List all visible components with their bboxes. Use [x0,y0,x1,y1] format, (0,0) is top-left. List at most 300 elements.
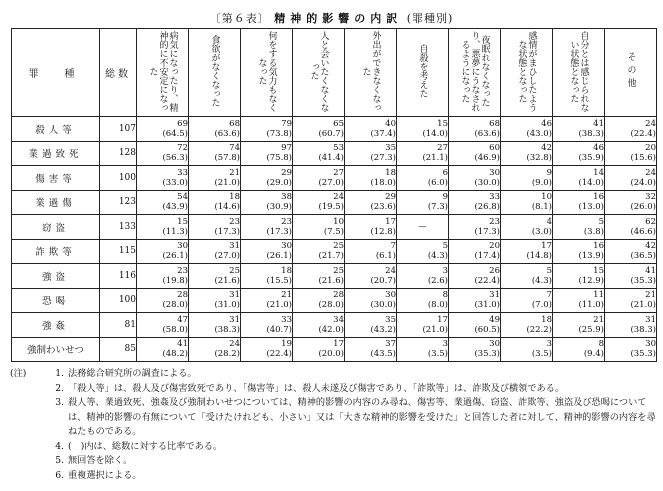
cell-count: 23 [281,216,292,227]
cell-percent: (25.9) [578,324,604,335]
cell-count: 30 [489,167,500,178]
cell-percent: (58.0) [162,324,188,335]
cell-percent: (41.4) [318,153,344,164]
cell-percent: (18.0) [370,177,396,188]
cell-count: 49 [489,314,500,325]
cell-percent: (46.6) [630,226,656,237]
cell-percent: (38.3) [630,324,656,335]
cell-count: 41 [177,339,188,350]
cell-count: 33 [489,192,500,203]
cell-percent: (28.0) [162,300,188,311]
cell-percent: (4.3) [531,275,552,286]
data-cell [345,264,397,289]
data-cell [293,190,345,215]
cell-count: 24 [333,192,344,203]
note-item: 5. 無回答を除く。 [55,455,133,466]
cell-percent: (15.6) [630,153,656,164]
data-cell [241,313,293,338]
cell-percent: (31.0) [214,300,240,311]
data-table [11,28,657,362]
cell-percent: (26.0) [630,202,656,213]
note-item: 3. 殺人等、業過致死、強姦及び強制わいせつについては、精神的影響の内容のみ尋ね、傷害等、業過傷、窃盗、詐欺等、強盗及び恐喝については、精神的影響の有無について「受けたけれども、小さい」又は「大きな精神的影響を受けた」と回答した者に対して、精神的影響の内容を尋ねたものである。 [55,397,656,437]
data-cell [397,190,449,215]
cell-percent: (43.5) [370,349,396,360]
cell-count: 72 [177,143,188,154]
cell-count: 31 [645,314,656,325]
data-cell [241,288,293,313]
cell-percent: (43.2) [370,324,396,335]
data-cell [501,166,553,191]
header-col-7: 感情がまひしたような状態となった [501,29,553,117]
data-cell [189,288,241,313]
cell-count: 74 [229,143,240,154]
cell-percent: (56.3) [162,153,188,164]
cell-percent: (43.9) [162,202,188,213]
data-cell [345,239,397,264]
notes-label: (注) [10,368,27,379]
cell-count: 8 [442,290,448,301]
cell-percent: (31.0) [474,300,500,311]
data-cell [397,239,449,264]
cell-count: 42 [645,241,656,252]
cell-percent: (21.0) [266,300,292,311]
cell-count: 35 [385,314,396,325]
data-cell [449,190,501,215]
data-cell [137,313,189,338]
cell-percent: (20.7) [370,275,396,286]
cell-percent: (30.0) [474,177,500,188]
cell-count: 16 [593,192,604,203]
cell-percent: (21.0) [422,324,448,335]
cell-count: 10 [333,216,344,227]
data-cell [397,288,449,313]
cell-count: 65 [333,118,344,129]
data-cell [501,337,553,362]
data-cell [293,264,345,289]
data-cell [137,190,189,215]
note-item: 6. 重複選択による。 [55,469,142,481]
cell-count: 27 [333,167,344,178]
cell-count: — [418,221,427,232]
data-cell [241,190,293,215]
table-label: 精神的影響の内訳 [274,12,403,25]
data-cell [241,117,293,142]
row-crime-name: 強制わいせつ [12,337,100,362]
cell-percent: (27.0) [214,251,240,262]
cell-percent: (6.1) [375,251,396,262]
cell-count: 24 [645,167,656,178]
cell-count: 20 [489,241,500,252]
cell-count: 14 [593,167,604,178]
cell-count: 31 [229,314,240,325]
data-cell [189,215,241,240]
cell-count: 41 [593,118,604,129]
cell-count: 30 [177,241,188,252]
header-crime: 罪 種 [12,29,100,117]
cell-percent: (13.9) [578,251,604,262]
cell-count: 15 [177,216,188,227]
cell-count: 33 [177,167,188,178]
data-cell [345,166,397,191]
data-cell [553,215,605,240]
header-col-0: 病気になったり、精神的に不安定になった [137,29,189,117]
cell-count: 68 [489,118,500,129]
notes [10,367,658,483]
cell-percent: (22.2) [526,324,552,335]
data-cell [345,215,397,240]
cell-count: 7 [390,241,396,252]
data-cell [189,190,241,215]
data-cell [553,190,605,215]
cell-count: 17 [437,314,448,325]
data-cell [189,166,241,191]
row-total: 133 [100,215,137,240]
row-crime-name: 業過傷 [12,190,100,215]
cell-count: 21 [281,290,292,301]
data-cell [137,166,189,191]
data-cell [293,239,345,264]
cell-percent: (35.3) [474,349,500,360]
data-cell [553,264,605,289]
cell-percent: (28.0) [318,300,344,311]
data-cell [501,288,553,313]
cell-percent: (11.0) [578,300,604,311]
cell-percent: (9.4) [583,349,604,360]
data-cell [397,166,449,191]
data-cell [605,288,657,313]
cell-count: 34 [333,314,344,325]
data-cell [137,141,189,166]
cell-count: 62 [645,216,656,227]
data-cell [189,141,241,166]
cell-count: 41 [645,265,656,276]
data-cell [449,313,501,338]
cell-count: 3 [546,339,552,350]
cell-percent: (57.8) [214,153,240,164]
row-total: 128 [100,141,137,166]
cell-percent: (64.5) [162,128,188,139]
cell-percent: (8.1) [531,202,552,213]
cell-count: 28 [333,290,344,301]
cell-percent: (73.8) [266,128,292,139]
data-cell [397,313,449,338]
row-total: 115 [100,239,137,264]
cell-count: 17 [333,339,344,350]
data-cell [293,288,345,313]
cell-count: 27 [437,143,448,154]
cell-percent: (75.8) [266,153,292,164]
data-cell [605,141,657,166]
header-col-6: 夜眠れなくなったり、悪夢にうなされるようになった [449,29,501,117]
cell-percent: (22.4) [630,128,656,139]
data-cell [605,117,657,142]
data-cell [397,337,449,362]
cell-count: 53 [333,143,344,154]
cell-percent: (60.5) [474,324,500,335]
cell-count: 31 [229,241,240,252]
cell-percent: (40.7) [266,324,292,335]
cell-percent: (36.5) [630,251,656,262]
cell-percent: (21.6) [318,275,344,286]
data-cell [241,264,293,289]
data-cell [605,190,657,215]
data-cell [449,117,501,142]
cell-count: 4 [546,216,552,227]
header-total: 総数 [100,29,137,117]
data-cell [501,264,553,289]
data-cell [501,141,553,166]
cell-count: 25 [229,265,240,276]
row-crime-name: 業過致死 [12,141,100,166]
row-crime-name: 殺人等 [12,117,100,142]
cell-percent: (3.5) [427,349,448,360]
cell-percent: (24.0) [630,177,656,188]
cell-count: 5 [546,265,552,276]
data-cell [501,215,553,240]
data-cell [553,288,605,313]
table-subtitle: (罪種別) [406,12,454,25]
cell-percent: (19.5) [318,202,344,213]
cell-percent: (3.0) [531,226,552,237]
cell-percent: (26.1) [162,251,188,262]
cell-percent: (21.0) [214,177,240,188]
data-cell [241,215,293,240]
table-title [0,10,663,26]
data-cell [293,117,345,142]
table-row [12,239,657,264]
data-cell [189,264,241,289]
cell-count: 5 [442,241,448,252]
data-cell [137,337,189,362]
cell-count: 24 [385,265,396,276]
cell-count: 21 [645,290,656,301]
cell-count: 19 [281,339,292,350]
header-col-8: 自分とは感じられない状態となった [553,29,605,117]
cell-percent: (22.4) [474,275,500,286]
cell-count: 47 [177,314,188,325]
cell-count: 15 [437,118,448,129]
table-row [12,141,657,166]
cell-count: 6 [442,167,448,178]
data-cell [293,215,345,240]
cell-count: 15 [593,265,604,276]
cell-count: 30 [645,339,656,350]
cell-count: 18 [541,314,552,325]
cell-count: 24 [645,118,656,129]
data-cell [241,166,293,191]
data-cell [449,337,501,362]
row-total: 100 [100,166,137,191]
cell-count: 28 [177,290,188,301]
data-cell [397,215,449,240]
cell-percent: (9.0) [531,177,552,188]
data-cell [189,313,241,338]
cell-percent: (21.0) [630,300,656,311]
cell-percent: (17.3) [214,226,240,237]
data-cell [345,337,397,362]
data-cell [553,239,605,264]
cell-count: 11 [593,290,604,301]
cell-count: 79 [281,118,292,129]
data-cell [553,337,605,362]
cell-percent: (19.8) [162,275,188,286]
data-cell [449,288,501,313]
row-crime-name: 強盗 [12,264,100,289]
data-cell [553,166,605,191]
header-col-5: 自殺を考えた [397,29,449,117]
cell-count: 32 [645,192,656,203]
cell-count: 21 [229,167,240,178]
cell-count: 7 [546,290,552,301]
data-cell [449,239,501,264]
cell-count: 60 [489,143,500,154]
cell-percent: (37.4) [370,128,396,139]
cell-count: 40 [385,118,396,129]
cell-count: 69 [177,118,188,129]
cell-count: 16 [593,241,604,252]
cell-percent: (26.1) [266,251,292,262]
cell-percent: (4.3) [427,251,448,262]
cell-count: 9 [442,192,448,203]
cell-count: 54 [177,192,188,203]
cell-percent: (26.8) [474,202,500,213]
data-cell [605,264,657,289]
row-crime-name: 傷害等 [12,166,100,191]
cell-count: 38 [281,192,292,203]
cell-percent: (7.0) [531,300,552,311]
cell-percent: (14.6) [214,202,240,213]
data-cell [501,239,553,264]
cell-count: 17 [541,241,552,252]
cell-percent: (35.3) [630,349,656,360]
header-col-3: 人と会いたくなくなった [293,29,345,117]
cell-percent: (35.9) [578,153,604,164]
cell-percent: (38.3) [578,128,604,139]
cell-count: 29 [385,192,396,203]
cell-percent: (22.4) [266,349,292,360]
cell-percent: (28.2) [214,349,240,360]
table-row [12,166,657,191]
cell-percent: (15.5) [266,275,292,286]
cell-count: 30 [489,339,500,350]
header-col-4: 外出ができなくなった [345,29,397,117]
cell-count: 46 [541,118,552,129]
note-item: 2. 「殺人等」は、殺人及び傷害致死であり、「傷害等」は、殺人未遂及び傷害であり、「詐欺等」は、詐欺及び横領である。 [55,382,565,394]
note-item: (注) 1. 法務総合研究所の調査による。 [10,367,658,382]
row-total: 100 [100,288,137,313]
cell-percent: (21.1) [422,153,448,164]
data-cell [345,141,397,166]
cell-percent: (20.0) [318,349,344,360]
cell-count: 25 [333,241,344,252]
cell-percent: (2.6) [427,275,448,286]
cell-count: 46 [593,143,604,154]
cell-count: 37 [385,339,396,350]
data-cell [293,166,345,191]
cell-count: 17 [385,216,396,227]
data-cell [605,239,657,264]
data-cell [137,239,189,264]
cell-percent: (63.6) [214,128,240,139]
cell-percent: (7.5) [323,226,344,237]
header-col-9: その他 [605,29,657,117]
data-cell [137,264,189,289]
row-total: 107 [100,117,137,142]
cell-percent: (27.0) [318,177,344,188]
cell-count: 26 [489,265,500,276]
table-row [12,264,657,289]
cell-count: 23 [177,265,188,276]
row-total: 81 [100,313,137,338]
cell-count: 42 [541,143,552,154]
data-cell [293,337,345,362]
data-cell [605,313,657,338]
cell-percent: (12.8) [370,226,396,237]
header-col-2: 何をする気力もなくなった [241,29,293,117]
row-crime-name: 強姦 [12,313,100,338]
cell-count: 25 [333,265,344,276]
cell-count: 3 [442,339,448,350]
data-cell [397,117,449,142]
row-crime-name: 窃盗 [12,215,100,240]
cell-percent: (33.0) [162,177,188,188]
data-cell [189,117,241,142]
table-row [12,190,657,215]
cell-percent: (17.4) [474,251,500,262]
cell-percent: (8.0) [427,300,448,311]
data-cell [189,337,241,362]
cell-count: 31 [229,290,240,301]
data-cell [293,141,345,166]
data-cell [241,141,293,166]
cell-percent: (42.0) [318,324,344,335]
cell-percent: (14.0) [422,128,448,139]
cell-count: 33 [281,314,292,325]
cell-count: 97 [281,143,292,154]
data-cell [605,215,657,240]
cell-percent: (7.3) [427,202,448,213]
cell-percent: (60.7) [318,128,344,139]
cell-count: 35 [385,143,396,154]
data-cell [189,239,241,264]
cell-percent: (21.6) [214,275,240,286]
data-cell [137,117,189,142]
data-cell [553,117,605,142]
data-cell [293,313,345,338]
cell-percent: (14.0) [578,177,604,188]
cell-percent: (12.9) [578,275,604,286]
data-cell [241,337,293,362]
cell-percent: (29.0) [266,177,292,188]
table-row [12,215,657,240]
cell-percent: (27.3) [370,153,396,164]
cell-count: 24 [229,339,240,350]
cell-count: 30 [385,290,396,301]
cell-percent: (14.8) [526,251,552,262]
data-cell [501,313,553,338]
cell-percent: (38.3) [214,324,240,335]
cell-count: 5 [598,216,604,227]
table-row [12,313,657,338]
data-cell [553,141,605,166]
cell-percent: (48.2) [162,349,188,360]
cell-percent: (46.9) [474,153,500,164]
cell-percent: (3.5) [531,349,552,360]
cell-count: 23 [489,216,500,227]
cell-percent: (3.8) [583,226,604,237]
data-cell [501,190,553,215]
table-row [12,117,657,142]
